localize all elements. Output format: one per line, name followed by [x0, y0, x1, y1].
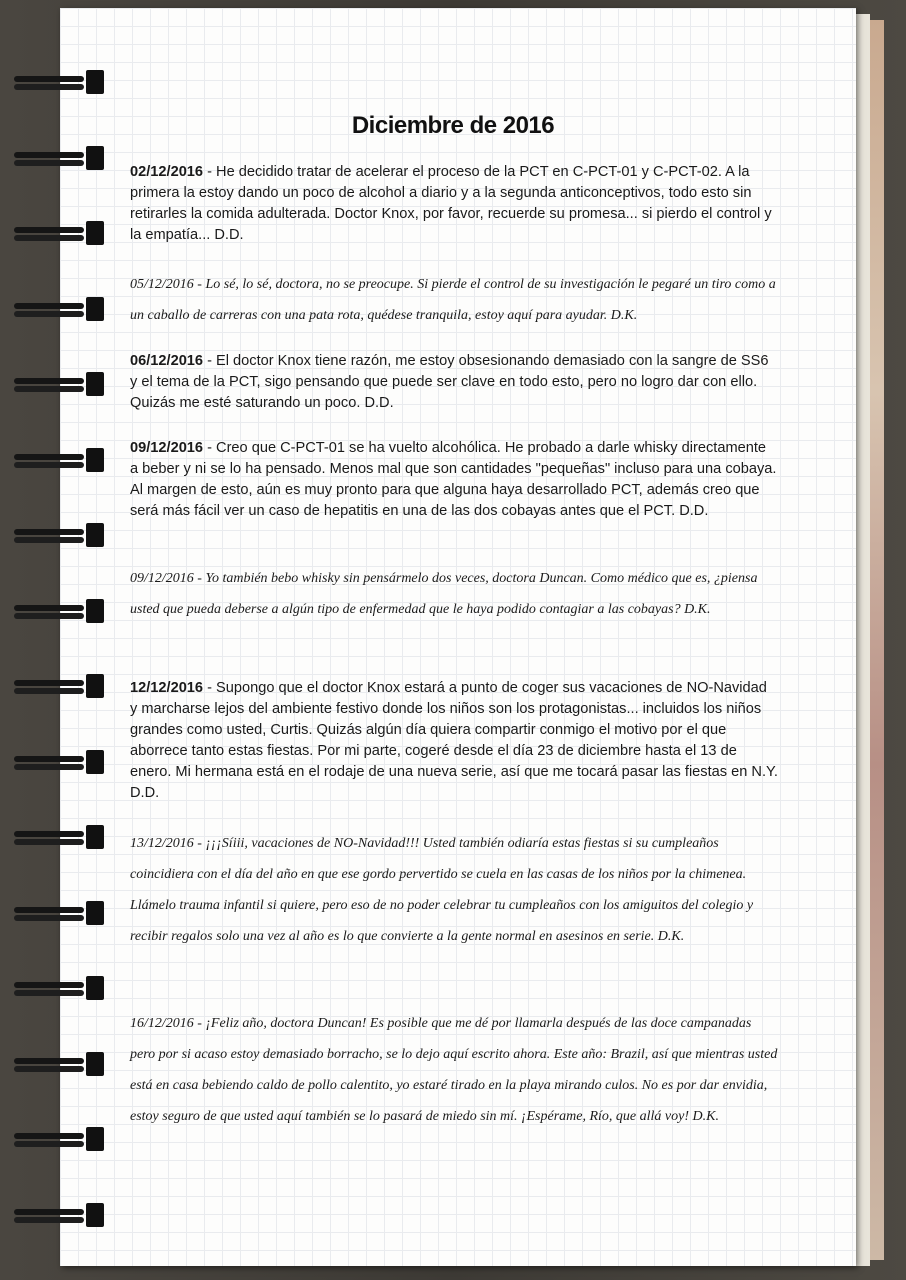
- entry-separator: -: [203, 353, 217, 369]
- spiral-ring: [14, 599, 106, 625]
- entry-text: El doctor Knox tiene razón, me estoy obsesionando demasiado con la sangre de SS6 y el tema de la PCT, sigo pensando que puede ser clave en todo esto, pero no logro dar con ello. Quizás me esté saturando un poco. D.D.: [130, 353, 769, 411]
- spiral-ring: [14, 750, 106, 776]
- entry-date: 13/12/2016: [130, 836, 194, 851]
- entry-text: ¡¡¡Síiii, vacaciones de NO-Navidad!!! Usted también odiaría estas fiestas si su cumpleaños coincidiera con el día del año en que ese gordo pervertido se cuela en las casas de los niños por la chimenea. Llámelo trauma infantil si quiere, pero eso de no poder celebrar tu cumpleaños con los amiguitos del colegio y recibir regalos solo una vez al año es lo que convierte a la gente normal en asesinos en serie. D.K.: [130, 836, 754, 944]
- journal-entry-dd: [130, 438, 778, 522]
- spiral-ring: [14, 70, 106, 96]
- entry-date: 16/12/2016: [130, 1016, 194, 1031]
- spiral-ring: [14, 1052, 106, 1078]
- entry-date: 05/12/2016: [130, 277, 194, 292]
- journal-entry-dk: [130, 563, 778, 625]
- spiral-ring: [14, 825, 106, 851]
- entry-date: 09/12/2016: [130, 571, 194, 586]
- journal-entry-dd: [130, 678, 778, 804]
- entry-separator: -: [203, 680, 217, 696]
- page-title: Diciembre de 2016: [351, 112, 555, 139]
- spiral-ring: [14, 297, 106, 323]
- entry-date: 12/12/2016: [130, 680, 204, 696]
- journal-entry-dk: [130, 828, 778, 952]
- journal-entry-dd: [130, 351, 778, 414]
- spiral-ring: [14, 448, 106, 474]
- entry-separator: -: [193, 1016, 206, 1031]
- entry-separator: -: [193, 277, 206, 292]
- entry-text: ¡Feliz año, doctora Duncan! Es posible que me dé por llamarla después de las doce campanadas pero por si acaso estoy demasiado borracho, se lo dejo aquí escrito ahora. Este año: Brazil, así que mientras usted está en casa bebiendo caldo de pollo calentito, yo estaré tirado en la playa mirando culos. No es por dar envidia, estoy seguro de que usted aquí también se lo pasará de miedo sin mí. ¡Espérame, Río, que allá voy! D.K.: [130, 1016, 778, 1124]
- entry-text: Lo sé, lo sé, doctora, no se preocupe. Si pierde el control de su investigación le pegaré un tiro como a un caballo de carreras con una pata rota, quédese tranquila, estoy aquí para ayudar. D.K.: [130, 277, 776, 323]
- entry-separator: -: [203, 164, 217, 180]
- entry-date: 02/12/2016: [130, 164, 204, 180]
- spiral-ring: [14, 372, 106, 398]
- entry-date: 09/12/2016: [130, 440, 204, 456]
- spiral-ring: [14, 1203, 106, 1229]
- entry-date: 06/12/2016: [130, 353, 204, 369]
- entry-text: He decidido tratar de acelerar el proceso de la PCT en C-PCT-01 y C-PCT-02. A la primera la estoy dando un poco de alcohol a diario y a la segunda anticonceptivos, todo esto sin retirarles la comida adulterada. Doctor Knox, por favor, recuerde su promesa... si pierdo el control y la empatía... D.D.: [130, 164, 772, 243]
- entry-text: Supongo que el doctor Knox estará a punto de coger sus vacaciones de NO-Navidad y marcharse lejos del ambiente festivo donde los niños son los protagonistas... incluidos los niños grandes como usted, Curtis. Quizás algún día quiera compartir conmigo el motivo por el que aborrece tanto estas fiestas. Por mi parte, cogeré desde el día 23 de diciembre hasta el 13 de enero. Mi hermana está en el rodaje de una nueva serie, así que me tocará pasar las fiestas en N.Y. D.D.: [130, 680, 778, 801]
- spiral-ring: [14, 976, 106, 1002]
- spiral-ring: [14, 523, 106, 549]
- entry-text: Creo que C-PCT-01 se ha vuelto alcohólica. He probado a darle whisky directamente a beber y ni se lo ha pensado. Menos mal que son cantidades "pequeñas" incluso para una cobaya. Al margen de esto, aún es muy pronto para que alguna haya desarrollado PCT, además creo que será más fácil ver un caso de hepatitis en una de las dos cobayas antes que el PCT. D.D.: [130, 440, 777, 519]
- journal-entry-dd: [130, 162, 778, 246]
- entry-separator: -: [193, 571, 206, 586]
- entry-text: Yo también bebo whisky sin pensármelo dos veces, doctora Duncan. Como médico que es, ¿piensa usted que pueda deberse a algún tipo de enfermedad que le haya podido contagiar a las cobayas? D.K.: [130, 571, 758, 617]
- journal-entry-dk: [130, 269, 778, 331]
- entry-separator: -: [203, 440, 217, 456]
- spiral-ring: [14, 901, 106, 927]
- spiral-ring: [14, 146, 106, 172]
- spiral-ring: [14, 1127, 106, 1153]
- spiral-ring: [14, 674, 106, 700]
- journal-entry-dk: [130, 1008, 778, 1132]
- entry-separator: -: [193, 836, 206, 851]
- spiral-ring: [14, 221, 106, 247]
